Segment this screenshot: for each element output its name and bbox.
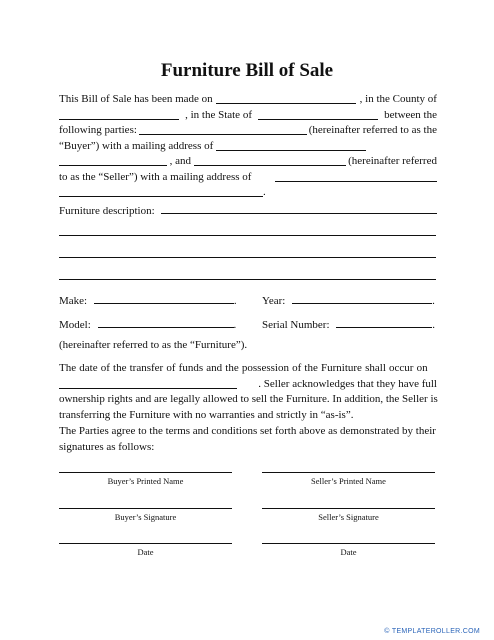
year-row [262, 292, 435, 309]
furniture-definition: (hereinafter referred to as the “Furniture”). [59, 339, 248, 351]
transfer-line-2 [59, 377, 437, 393]
intro-text: following parties: [59, 124, 137, 136]
intro-text: This Bill of Sale has been made on [59, 93, 213, 105]
buyer-address-field-1[interactable] [216, 139, 366, 151]
seller-signature-line[interactable] [262, 508, 435, 509]
furniture-description-field[interactable] [161, 202, 437, 214]
description-line[interactable] [59, 257, 436, 258]
intro-text: (hereinafter referred to as the [308, 124, 437, 136]
model-label: Model: [59, 319, 91, 331]
buyer-printed-name-caption: Buyer’s Printed Name [107, 476, 184, 486]
intro-text: between the [384, 108, 437, 121]
transfer-text: The date of the transfer of funds and the possession of the Furniture shall occur on [59, 362, 428, 374]
county-field[interactable] [59, 108, 179, 120]
seller-address-field-2[interactable] [59, 185, 263, 197]
buyer-printed-name-line[interactable] [59, 472, 232, 473]
intro-line-5 [59, 154, 437, 170]
seller-address-field-1[interactable] [275, 170, 437, 182]
period: . [432, 319, 436, 331]
intro-line-1 [59, 92, 437, 108]
seller-name-field[interactable] [194, 154, 346, 166]
make-field[interactable] [94, 292, 234, 304]
page-title: Furniture Bill of Sale [160, 60, 334, 81]
agreement-text: The Parties agree to the terms and conditions set forth above as demonstrated by their [59, 425, 436, 437]
intro-text: , in the County of [359, 93, 437, 105]
buyer-signature-caption: Buyer’s Signature [114, 512, 177, 522]
serial-row [262, 316, 435, 333]
agreement-line-2 [59, 440, 437, 456]
make-row [59, 292, 237, 309]
intro-text: , and [169, 155, 191, 167]
footer-link[interactable]: © TEMPLATEROLLER.COM [384, 628, 480, 635]
model-field[interactable] [98, 316, 234, 328]
buyer-name-field[interactable] [139, 123, 307, 135]
transfer-text: ownership rights and are legally allowed to sell the Furniture. In addition, the Seller is [59, 393, 438, 405]
serial-number-label: Serial Number: [262, 319, 330, 331]
buyer-signature-line[interactable] [59, 508, 232, 509]
transfer-text: . Seller acknowledges that they have full [258, 377, 437, 390]
transfer-paragraph [59, 361, 437, 423]
description-line[interactable] [59, 279, 436, 280]
transfer-text: transferring the Furniture with no warranties and strictly in “as-is”. [59, 408, 354, 421]
intro-line-3 [59, 123, 437, 139]
intro-text: to as the “Seller”) with a mailing address of [59, 170, 252, 183]
intro-text: (hereinafter referred [348, 155, 437, 167]
period: . [233, 319, 237, 331]
seller-signature-caption: Seller’s Signature [318, 512, 379, 522]
year-label: Year: [262, 295, 286, 307]
furniture-description-label: Furniture description: [59, 205, 155, 217]
intro-line-6 [59, 170, 437, 186]
seller-printed-name-caption: Seller’s Printed Name [311, 476, 386, 486]
transfer-date-field[interactable] [59, 377, 237, 389]
agreement-paragraph [59, 424, 437, 455]
furniture-description-row [59, 202, 437, 219]
transfer-line-1 [59, 361, 437, 377]
buyer-date-caption: Date [137, 547, 154, 557]
intro-line-4 [59, 139, 437, 155]
period: . [432, 295, 435, 307]
intro-line-7 [59, 185, 437, 201]
intro-text: “Buyer”) with a mailing address of [59, 139, 214, 152]
agreement-text: signatures as follows: [59, 440, 155, 453]
period: . [233, 295, 237, 307]
seller-date-line[interactable] [262, 543, 435, 544]
transfer-line-4 [59, 408, 437, 424]
intro-text: . [263, 186, 266, 198]
model-row [59, 316, 236, 333]
intro-line-2 [59, 108, 437, 124]
serial-number-field[interactable] [336, 316, 432, 328]
intro-paragraph [59, 92, 437, 201]
year-field[interactable] [292, 292, 432, 304]
buyer-date-line[interactable] [59, 543, 232, 544]
intro-text: , in the State of [185, 108, 252, 121]
sale-date-field[interactable] [216, 92, 356, 104]
state-field[interactable] [258, 108, 378, 120]
make-label: Make: [59, 295, 88, 307]
buyer-address-field-2[interactable] [59, 154, 167, 166]
transfer-line-3 [59, 392, 437, 408]
seller-date-caption: Date [340, 547, 357, 557]
description-line[interactable] [59, 235, 436, 236]
seller-printed-name-line[interactable] [262, 472, 435, 473]
agreement-line-1 [59, 424, 437, 440]
